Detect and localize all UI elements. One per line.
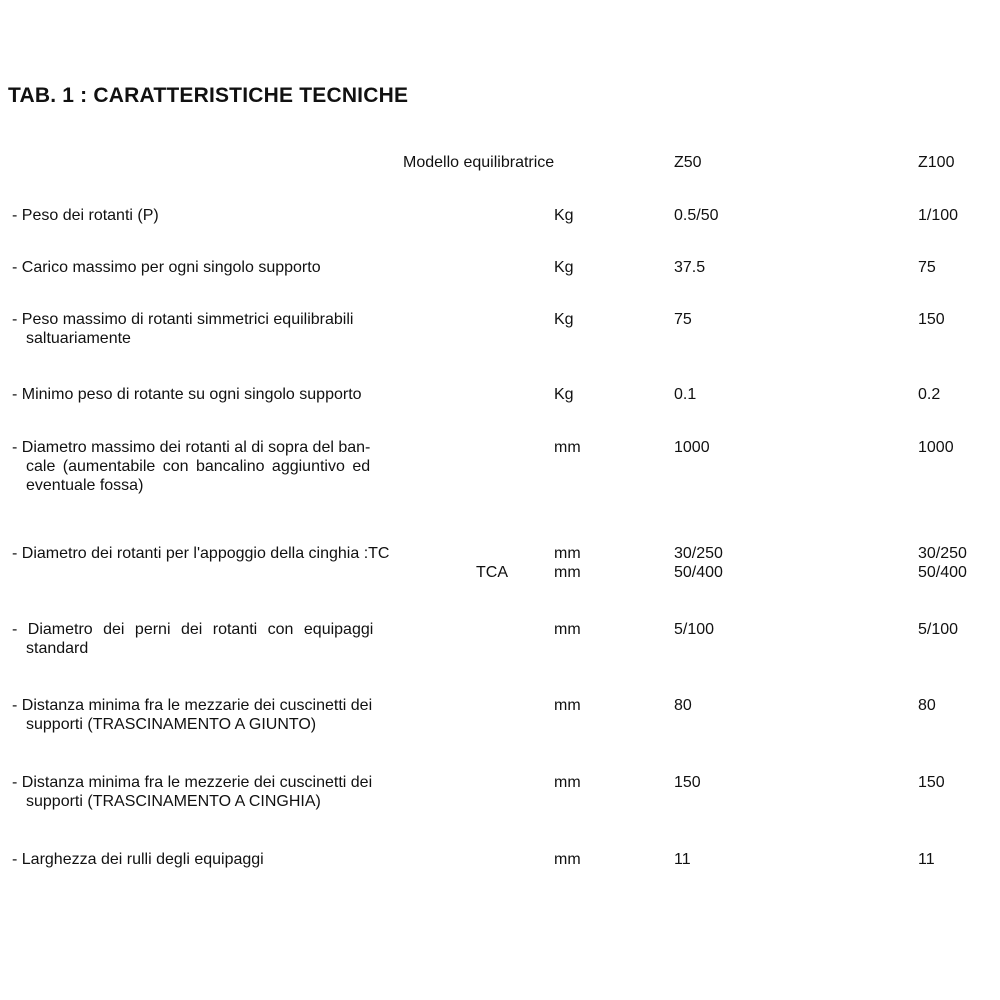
row-unit: Kg — [554, 207, 574, 224]
row-value-z50: 1000 — [674, 439, 710, 456]
row-unit: mm — [554, 774, 581, 791]
row-label: - Larghezza dei rulli degli equipaggi — [12, 851, 264, 868]
row-label: - Diametro dei rotanti per l'appoggio della cinghia :TC — [12, 545, 390, 562]
subrow-unit: mm — [554, 564, 581, 581]
row-unit: mm — [554, 851, 581, 868]
row-label: - Peso massimo di rotanti simmetrici equilibrabili saltuariamente — [12, 311, 354, 347]
row-value-z50: 80 — [674, 697, 692, 714]
column-header-z50: Z50 — [674, 154, 702, 171]
row-value-z100: 0.2 — [918, 386, 941, 403]
row-value-z50: 0.5/50 — [674, 207, 719, 224]
row-label: - Diametro dei perni dei rotanti con equipaggi standard — [12, 621, 374, 657]
model-label: Modello equilibratrice — [403, 154, 555, 171]
row-label: - Distanza minima fra le mezzarie dei cuscinetti dei supporti (TRASCINAMENTO A GIUNTO) — [12, 697, 373, 733]
row-value-z50: 5/100 — [674, 621, 715, 638]
row-value-z100: 11 — [918, 851, 935, 868]
row-value-z50: 0.1 — [674, 386, 697, 403]
column-header-z100: Z100 — [918, 154, 955, 171]
row-label: - Carico massimo per ogni singolo supporto — [12, 259, 321, 276]
row-unit: mm — [554, 621, 581, 638]
row-value-z100: 1/100 — [918, 207, 959, 224]
row-label: - Peso dei rotanti (P) — [12, 207, 159, 224]
row-unit: mm — [554, 439, 581, 456]
row-value-z50: 75 — [674, 311, 692, 328]
row-value-z50: 11 — [674, 851, 691, 868]
row-label: - Diametro massimo dei rotanti al di sopra del ban- cale (aumentabile con bancalino aggiuntivo ed eventuale fossa) — [12, 439, 371, 494]
subrow-value-z50: 50/400 — [674, 564, 723, 581]
row-unit: mm — [554, 697, 581, 714]
row-value-z50: 150 — [674, 774, 701, 791]
subrow-label: TCA — [476, 564, 508, 581]
row-value-z100: 150 — [918, 774, 945, 791]
row-value-z50: 30/250 — [674, 545, 723, 562]
row-value-z100: 80 — [918, 697, 936, 714]
row-value-z100: 75 — [918, 259, 936, 276]
row-unit: mm — [554, 545, 581, 562]
row-value-z100: 1000 — [918, 439, 954, 456]
row-value-z100: 5/100 — [918, 621, 959, 638]
row-unit: Kg — [554, 311, 574, 328]
subrow-value-z100: 50/400 — [918, 564, 967, 581]
row-value-z100: 30/250 — [918, 545, 967, 562]
row-unit: Kg — [554, 386, 574, 403]
row-value-z100: 150 — [918, 311, 945, 328]
row-label: - Minimo peso di rotante su ogni singolo supporto — [12, 386, 362, 403]
row-unit: Kg — [554, 259, 574, 276]
row-label: - Distanza minima fra le mezzerie dei cuscinetti dei supporti (TRASCINAMENTO A CINGHIA) — [12, 774, 373, 810]
page-title: TAB. 1 : CARATTERISTICHE TECNICHE — [8, 84, 409, 107]
row-value-z50: 37.5 — [674, 259, 706, 276]
